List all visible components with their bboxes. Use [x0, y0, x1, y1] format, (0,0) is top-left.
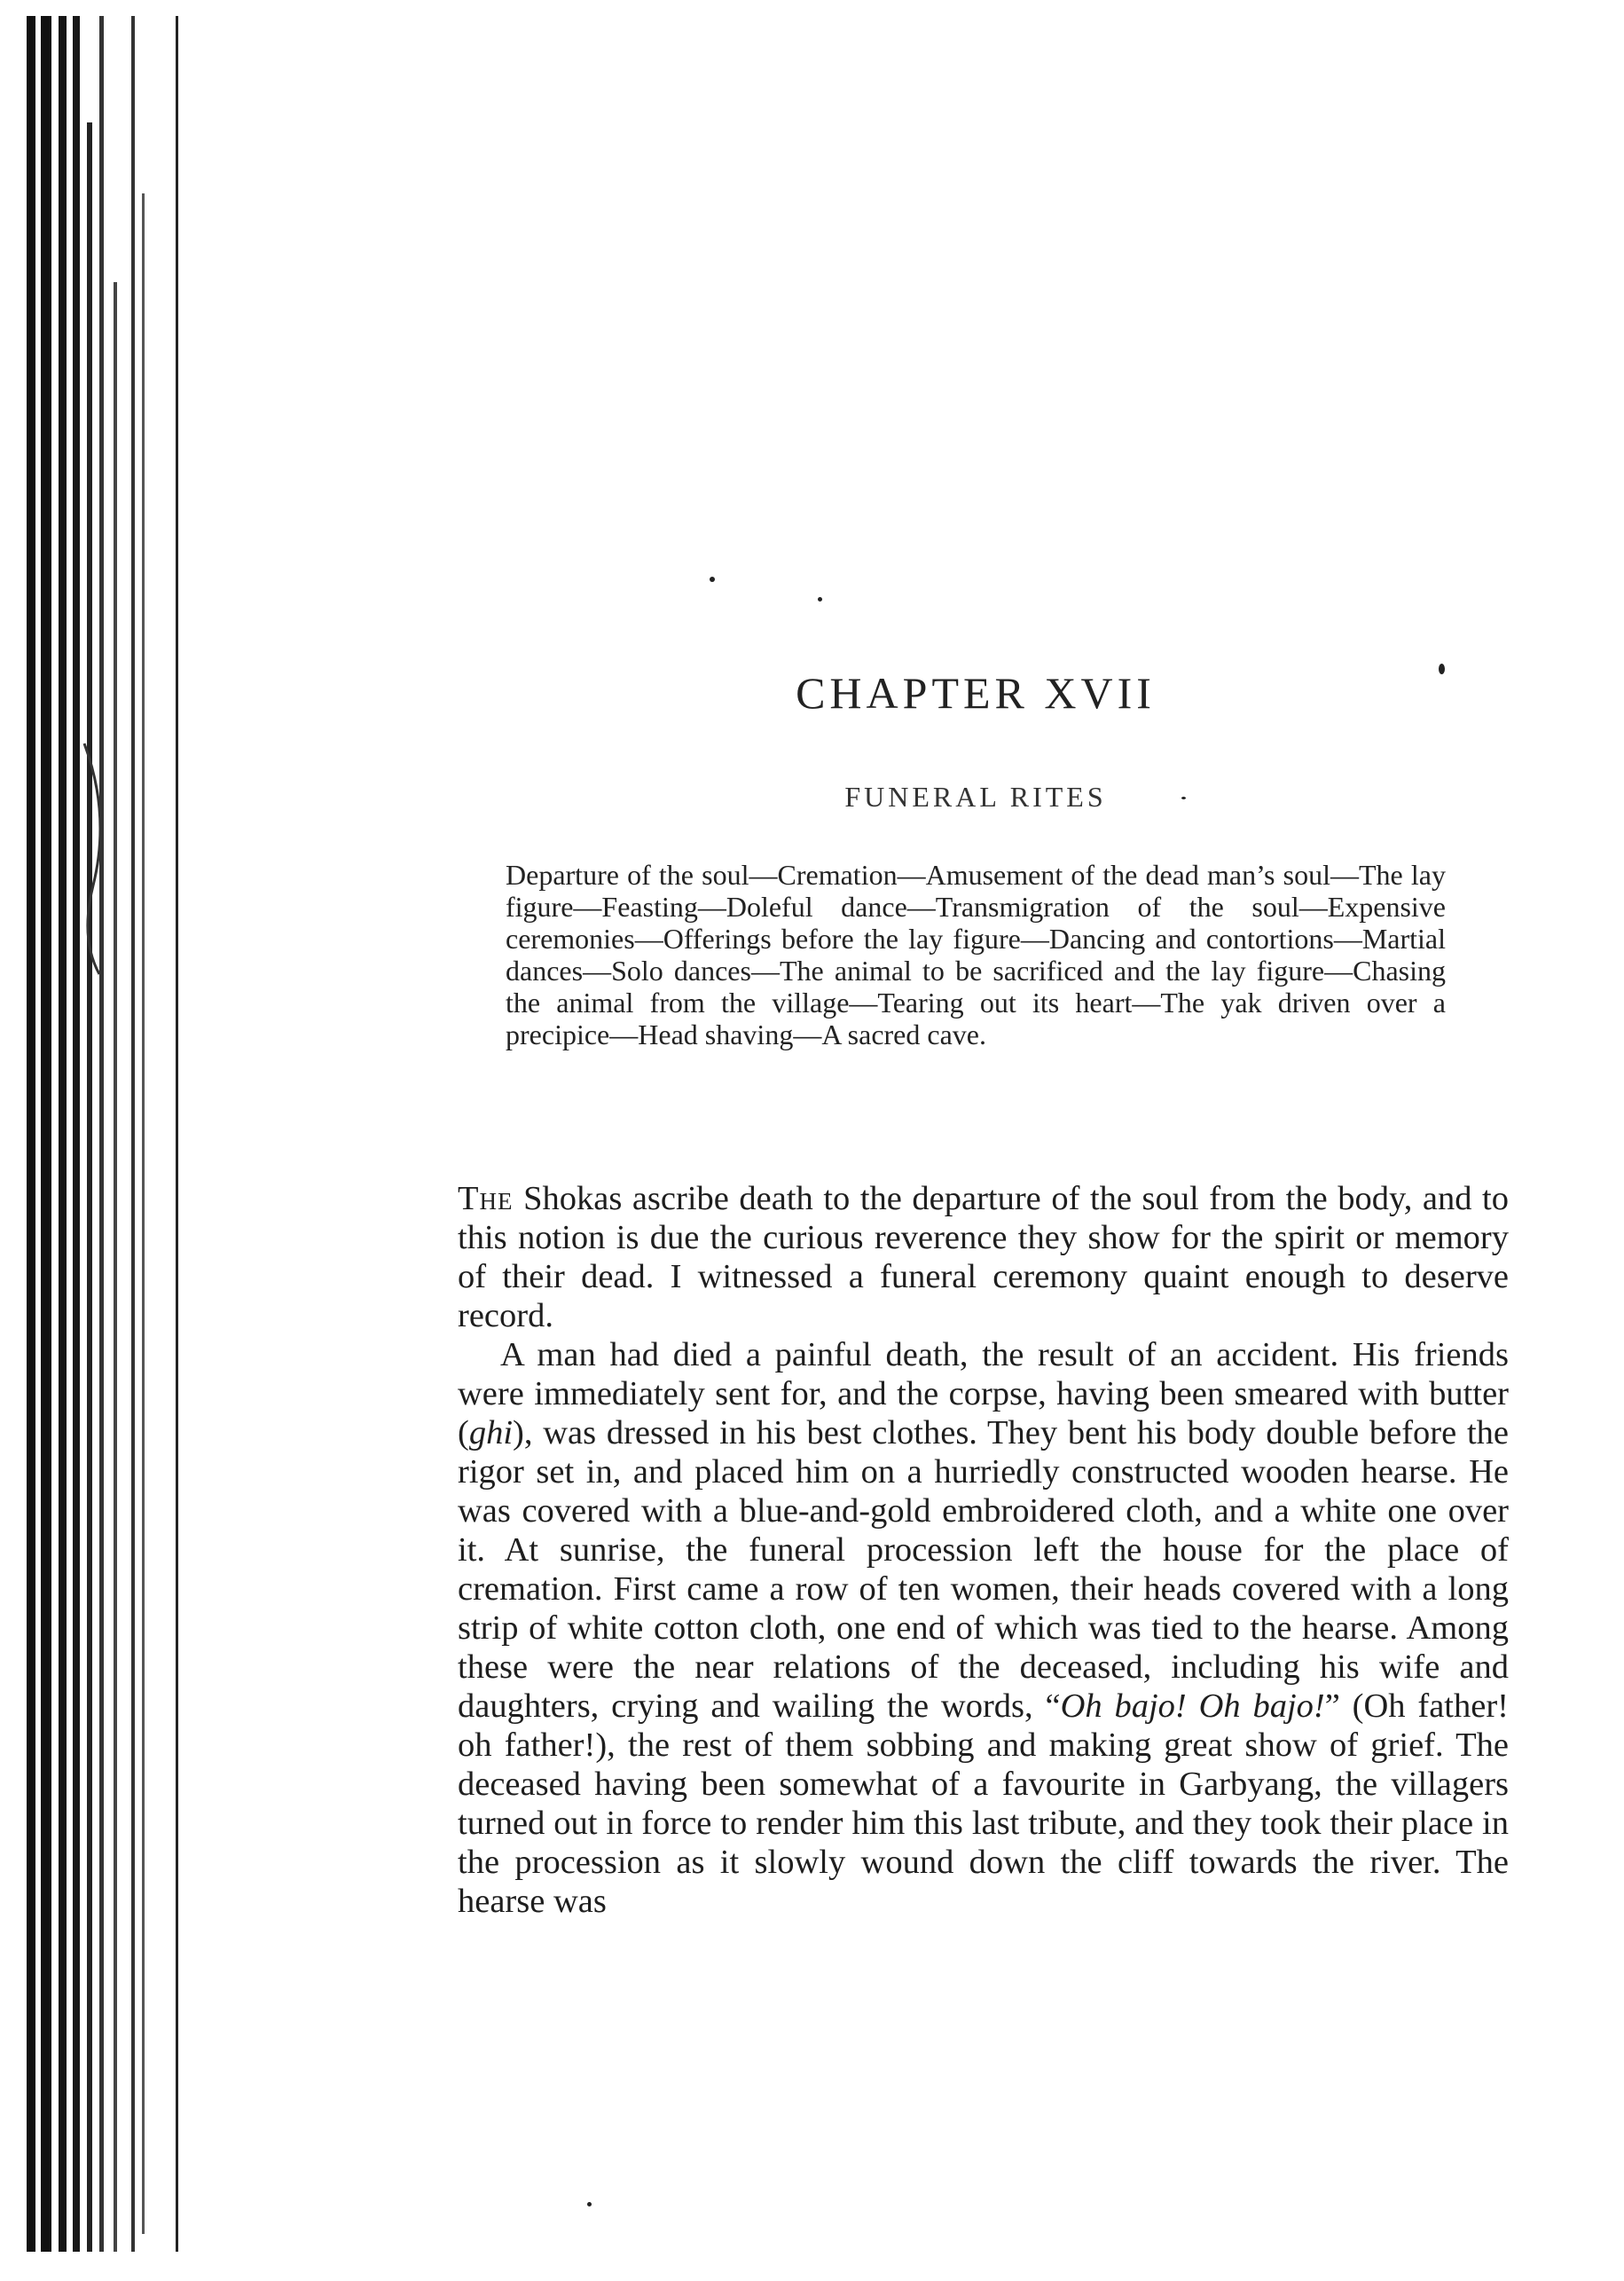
paragraph-2-text-b: ), was dressed in his best clothes. They bent his body double before the rigor set in, and placed him on a hurriedly constructed wooden hearse. He was covered with a blue-and-gold embroidered cloth, and a white one over it. At sunrise, the funeral procession left the house for the place of cremation. First came a row of ten women, their heads covered with a long strip of white cotton cloth, one end of which was tied to the hearse. Among these were the near relations of the deceased, including his wife and daughters, crying and wailing the words, “ [458, 1414, 1509, 1725]
italic-term-ghi: ghi [468, 1414, 514, 1451]
book-binding-edge [0, 16, 191, 2252]
italic-quote: Oh bajo! Oh bajo! [1060, 1687, 1325, 1725]
paragraph-2 [458, 1335, 1509, 1921]
chapter-synopsis: Departure of the soul—Cremation—Amusement of the dead man’s soul—The lay figure—Feasting—Doleful dance—Transmigration of the soul—Expensive ceremonies—Offerings before the lay figure—Dancing and contortions—Martial dances—Solo dances—The animal to be sacrificed and the lay figure—Chasing the animal from the village—Tearing out its heart—The yak driven over a precipice—Head shaving—A sacred cave. [506, 859, 1446, 1050]
scan-speck [1439, 664, 1445, 674]
body-text [458, 1179, 1509, 1921]
paragraph-1-text: Shokas ascribe death to the departure of the soul from the body, and to this notion is due the curious reverence they show for the spirit or memory of their dead. I witnessed a funeral ceremony quaint enough to deserve record. [458, 1180, 1509, 1334]
chapter-title: CHAPTER XVII [796, 668, 1156, 718]
scan-speck [587, 2202, 592, 2206]
paragraph-1 [458, 1179, 1509, 1335]
section-title: FUNERAL RITES [844, 781, 1107, 813]
paragraph-2-text-a: A man had died a painful death, the result of an accident. His friends were immediately sent for, and the corpse, having been smeared with butter ( [458, 1336, 1509, 1451]
scan-speck [818, 597, 822, 602]
opening-word: The [458, 1180, 514, 1217]
scan-speck [710, 577, 715, 582]
paragraph-2-text-c: ” (Oh father! oh father!), the rest of them sobbing and making great show of grief. The deceased having been somewhat of a favourite in Garbyang, the villagers turned out in force to render him this last tribute, and they took their place in the procession as it slowly wound down the cliff towards the river. The hearse was [458, 1687, 1509, 1920]
